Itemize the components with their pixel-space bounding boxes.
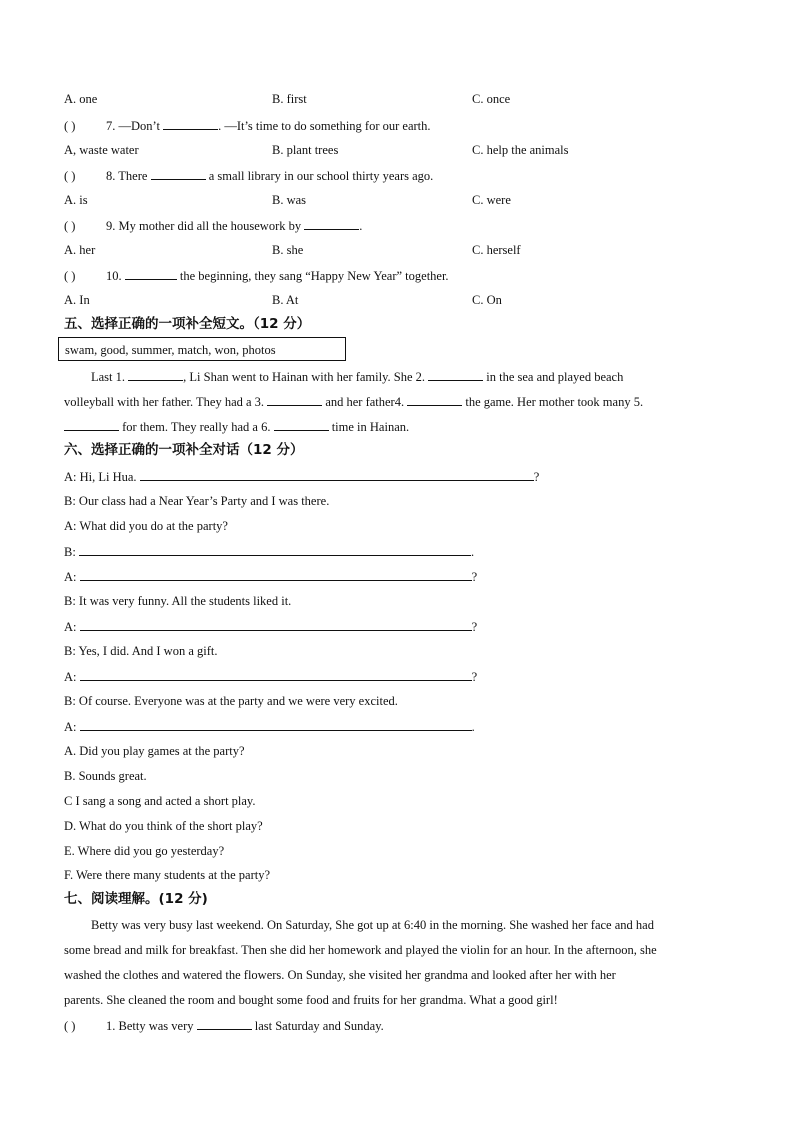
dialogue-line-1 — [64, 467, 539, 485]
q7-option-b[interactable]: B. plant trees — [272, 143, 339, 157]
q6-option-a[interactable]: A. one — [64, 92, 98, 106]
q10-options — [0, 291, 794, 309]
dialogue-punct: . — [471, 720, 475, 734]
dialogue-blank-1[interactable] — [140, 467, 534, 481]
question-text: the beginning, they sang “Happy New Year” together. — [179, 269, 449, 283]
dialogue-punct: ? — [533, 470, 540, 484]
passage-text: Last 1. — [91, 370, 126, 384]
question-9 — [64, 216, 362, 234]
question-number: 9. — [106, 219, 116, 233]
dialogue-line-3: A: What did you do at the party? — [64, 519, 228, 533]
reading-line-2: some bread and milk for breakfast. Then she did her homework and played the violin for an hour. In the afternoon, she — [64, 943, 657, 957]
dialogue-punct: ? — [471, 570, 478, 584]
dialogue-option-b[interactable]: B. Sounds great. — [64, 769, 147, 783]
answer-blank[interactable] — [304, 216, 359, 230]
q7-options — [0, 141, 794, 159]
q9-option-c[interactable]: C. herself — [472, 243, 521, 257]
dialogue-blank-3[interactable] — [80, 567, 472, 581]
dialogue-line-11 — [64, 717, 475, 735]
answer-blank-2[interactable] — [428, 367, 483, 381]
dialogue-line-8: B: Yes, I did. And I won a gift. — [64, 644, 218, 658]
question-number: 7. — [106, 119, 116, 133]
q6-option-c[interactable]: C. once — [472, 92, 511, 106]
question-10 — [64, 266, 449, 284]
dialogue-blank-5[interactable] — [80, 667, 472, 681]
q9-options — [0, 241, 794, 259]
answer-blank-1[interactable] — [128, 367, 183, 381]
dialogue-punct: ? — [471, 670, 478, 684]
q7-option-c[interactable]: C. help the animals — [472, 143, 569, 157]
q7-option-a[interactable]: A, waste water — [64, 143, 139, 157]
dialogue-option-e[interactable]: E. Where did you go yesterday? — [64, 844, 225, 858]
answer-blank-4[interactable] — [407, 392, 462, 406]
q8-option-b[interactable]: B. was — [272, 193, 307, 207]
answer-blank[interactable] — [125, 266, 177, 280]
reading-line-4: parents. She cleaned the room and bought some food and fruits for her grandma. What a good girl! — [64, 993, 558, 1007]
question-number: 8. — [106, 169, 116, 183]
section-6-heading: 六、选择正确的一项补全对话（12 分） — [64, 442, 304, 458]
passage-text: and her father4. — [325, 395, 405, 409]
q10-option-c[interactable]: C. On — [472, 293, 502, 307]
dialogue-option-c[interactable]: C I sang a song and acted a short play. — [64, 794, 256, 808]
dialogue-text: A: — [64, 670, 77, 684]
dialogue-line-9 — [64, 667, 477, 685]
answer-paren[interactable]: ( ) — [64, 119, 76, 133]
q10-option-a[interactable]: A. In — [64, 293, 90, 307]
q8-option-c[interactable]: C. were — [472, 193, 511, 207]
dialogue-punct: ? — [471, 620, 478, 634]
question-text: . —It’s time to do something for our earth. — [218, 119, 431, 133]
answer-paren[interactable]: ( ) — [64, 219, 76, 233]
passage-text: the game. Her mother took many 5. — [465, 395, 644, 409]
q6-option-b[interactable]: B. first — [272, 92, 307, 106]
question-text: . — [359, 219, 363, 233]
answer-blank[interactable] — [197, 1016, 252, 1030]
answer-blank-3[interactable] — [267, 392, 322, 406]
passage-line-2 — [64, 392, 643, 410]
answer-blank[interactable] — [151, 166, 206, 180]
q10-option-b[interactable]: B. At — [272, 293, 299, 307]
answer-blank-5[interactable] — [64, 417, 119, 431]
dialogue-line-2: B: Our class had a Near Year’s Party and I was there. — [64, 494, 330, 508]
section-7-heading: 七、阅读理解。(12 分) — [64, 891, 208, 907]
dialogue-blank-4[interactable] — [80, 617, 472, 631]
passage-line-1 — [91, 367, 623, 385]
passage-text: time in Hainan. — [331, 420, 410, 434]
answer-paren[interactable]: ( ) — [64, 1019, 76, 1033]
dialogue-option-d[interactable]: D. What do you think of the short play? — [64, 819, 263, 833]
dialogue-option-f[interactable]: F. Were there many students at the party? — [64, 868, 271, 882]
q8-option-a[interactable]: A. is — [64, 193, 88, 207]
answer-blank-6[interactable] — [274, 417, 329, 431]
passage-text: , Li Shan went to Hainan with her family. She 2. — [183, 370, 426, 384]
question-text: 1. Betty was very — [106, 1019, 194, 1033]
dialogue-text: A: — [64, 620, 77, 634]
dialogue-text: B: — [64, 545, 76, 559]
reading-line-1: Betty was very busy last weekend. On Saturday, She got up at 6:40 in the morning. She washed her face and had — [91, 918, 654, 932]
dialogue-text: A: — [64, 720, 77, 734]
question-text: —Don’t — [118, 119, 160, 133]
passage-text: for them. They really had a 6. — [122, 420, 271, 434]
passage-text: volleyball with her father. They had a 3. — [64, 395, 265, 409]
q9-option-a[interactable]: A. her — [64, 243, 96, 257]
reading-line-3: washed the clothes and watered the flowers. On Sunday, she visited her grandma and looked after her with her — [64, 968, 616, 982]
dialogue-line-10: B: Of course. Everyone was at the party and we were very excited. — [64, 694, 398, 708]
q8-options — [0, 191, 794, 209]
question-8 — [64, 166, 433, 184]
dialogue-blank-2[interactable] — [79, 542, 471, 556]
reading-question-1 — [64, 1016, 384, 1034]
q9-option-b[interactable]: B. she — [272, 243, 304, 257]
dialogue-text: A: Hi, Li Hua. — [64, 470, 137, 484]
question-text: My mother did all the housework by — [118, 219, 302, 233]
question-number: 10. — [106, 269, 122, 283]
answer-blank[interactable] — [163, 116, 218, 130]
dialogue-line-7 — [64, 617, 477, 635]
dialogue-line-4 — [64, 542, 474, 560]
section-5-heading: 五、选择正确的一项补全短文。（12 分） — [64, 316, 311, 332]
passage-line-3 — [64, 417, 409, 435]
question-text: There — [118, 169, 148, 183]
dialogue-option-a[interactable]: A. Did you play games at the party? — [64, 744, 245, 758]
q6-options — [0, 90, 794, 108]
dialogue-line-5 — [64, 567, 477, 585]
answer-paren[interactable]: ( ) — [64, 269, 76, 283]
dialogue-blank-6[interactable] — [80, 717, 472, 731]
passage-text: in the sea and played beach — [486, 370, 624, 384]
word-bank-box: swam, good, summer, match, won, photos — [58, 337, 346, 361]
dialogue-text: A: — [64, 570, 77, 584]
question-text: last Saturday and Sunday. — [254, 1019, 384, 1033]
dialogue-line-6: B: It was very funny. All the students liked it. — [64, 594, 292, 608]
question-text: a small library in our school thirty years ago. — [208, 169, 434, 183]
dialogue-punct: . — [470, 545, 475, 559]
question-7 — [64, 116, 431, 134]
answer-paren[interactable]: ( ) — [64, 169, 76, 183]
